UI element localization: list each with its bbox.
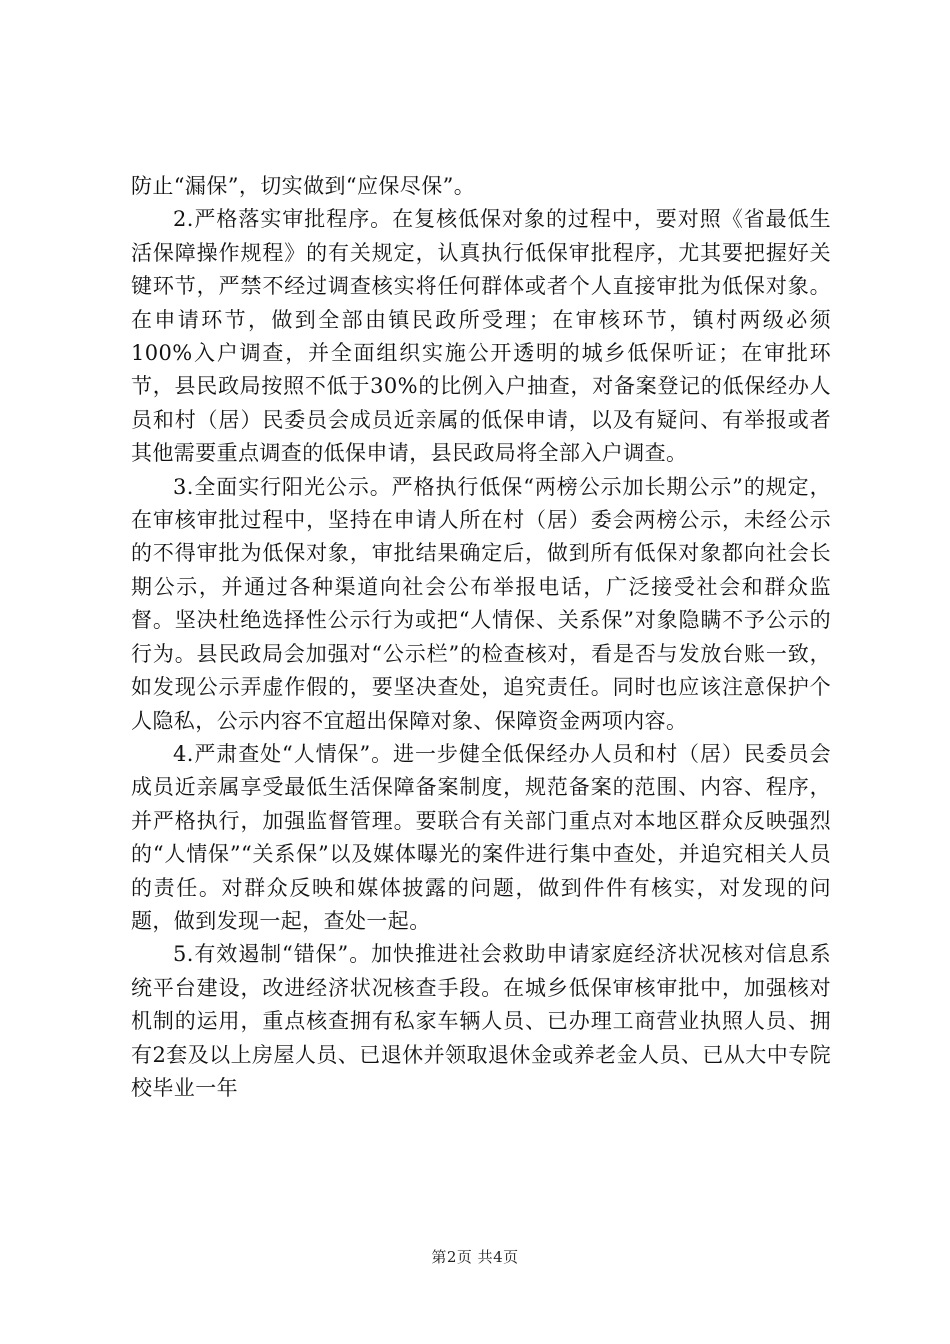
paragraph-5: 5.有效遏制“错保”。加快推进社会救助申请家庭经济状况核对信息系统平台建设，改进经济状况核查手段。在城乡低保审核审批中，加强核对机制的运用，重点核查拥有私家车辆人员、已办理工商营业执照人员、拥有2套及以上房屋人员、已退休并领取退休金或养老金人员、已从大中专院校毕业一年 [131, 942, 831, 1100]
page-footer: 第2页 共4页 [431, 1248, 519, 1266]
document-body [131, 170, 831, 1105]
paragraph-3: 3.全面实行阳光公示。严格执行低保“两榜公示加长期公示”的规定，在审核审批过程中，坚持在申请人所在村（居）委会两榜公示，未经公示的不得审批为低保对象，审批结果确定后，做到所有低保对象都向社会长期公示，并通过各种渠道向社会公布举报电话，广泛接受社会和群众监督。坚决杜绝选择性公示行为或把“人情保、关系保”对象隐瞒不予公示的行为。县民政局会加强对“公示栏”的检查核对，看是否与发放台账一致，如发现公示弄虚作假的，要坚决查处，追究责任。同时也应该注意保护个人隐私，公示内容不宜超出保障对象、保障资金两项内容。 [131, 474, 831, 733]
paragraph-4: 4.严肃查处“人情保”。进一步健全低保经办人员和村（居）民委员会成员近亲属享受最低生活保障备案制度，规范备案的范围、内容、程序，并严格执行，加强监督管理。要联合有关部门重点对本地区群众反映强烈的“人情保”“关系保”以及媒体曝光的案件进行集中查处，并追究相关人员的责任。对群众反映和媒体披露的问题，做到件件有核实，对发现的问题，做到发现一起，查处一起。 [131, 741, 831, 933]
paragraph-2: 2.严格落实审批程序。在复核低保对象的过程中，要对照《省最低生活保障操作规程》的有关规定，认真执行低保审批程序，尤其要把握好关键环节，严禁不经过调查核实将任何群体或者个人直接审批为低保对象。在申请环节，做到全部由镇民政所受理；在审核环节，镇村两级必须100%入户调查，并全面组织实施公开透明的城乡低保听证；在审批环节，县民政局按照不低于30%的比例入户抽查，对备案登记的低保经办人员和村（居）民委员会成员近亲属的低保申请，以及有疑问、有举报或者其他需要重点调查的低保申请，县民政局将全部入户调查。 [131, 207, 831, 466]
paragraph-1: 防止“漏保”，切实做到“应保尽保”。 [131, 174, 476, 198]
